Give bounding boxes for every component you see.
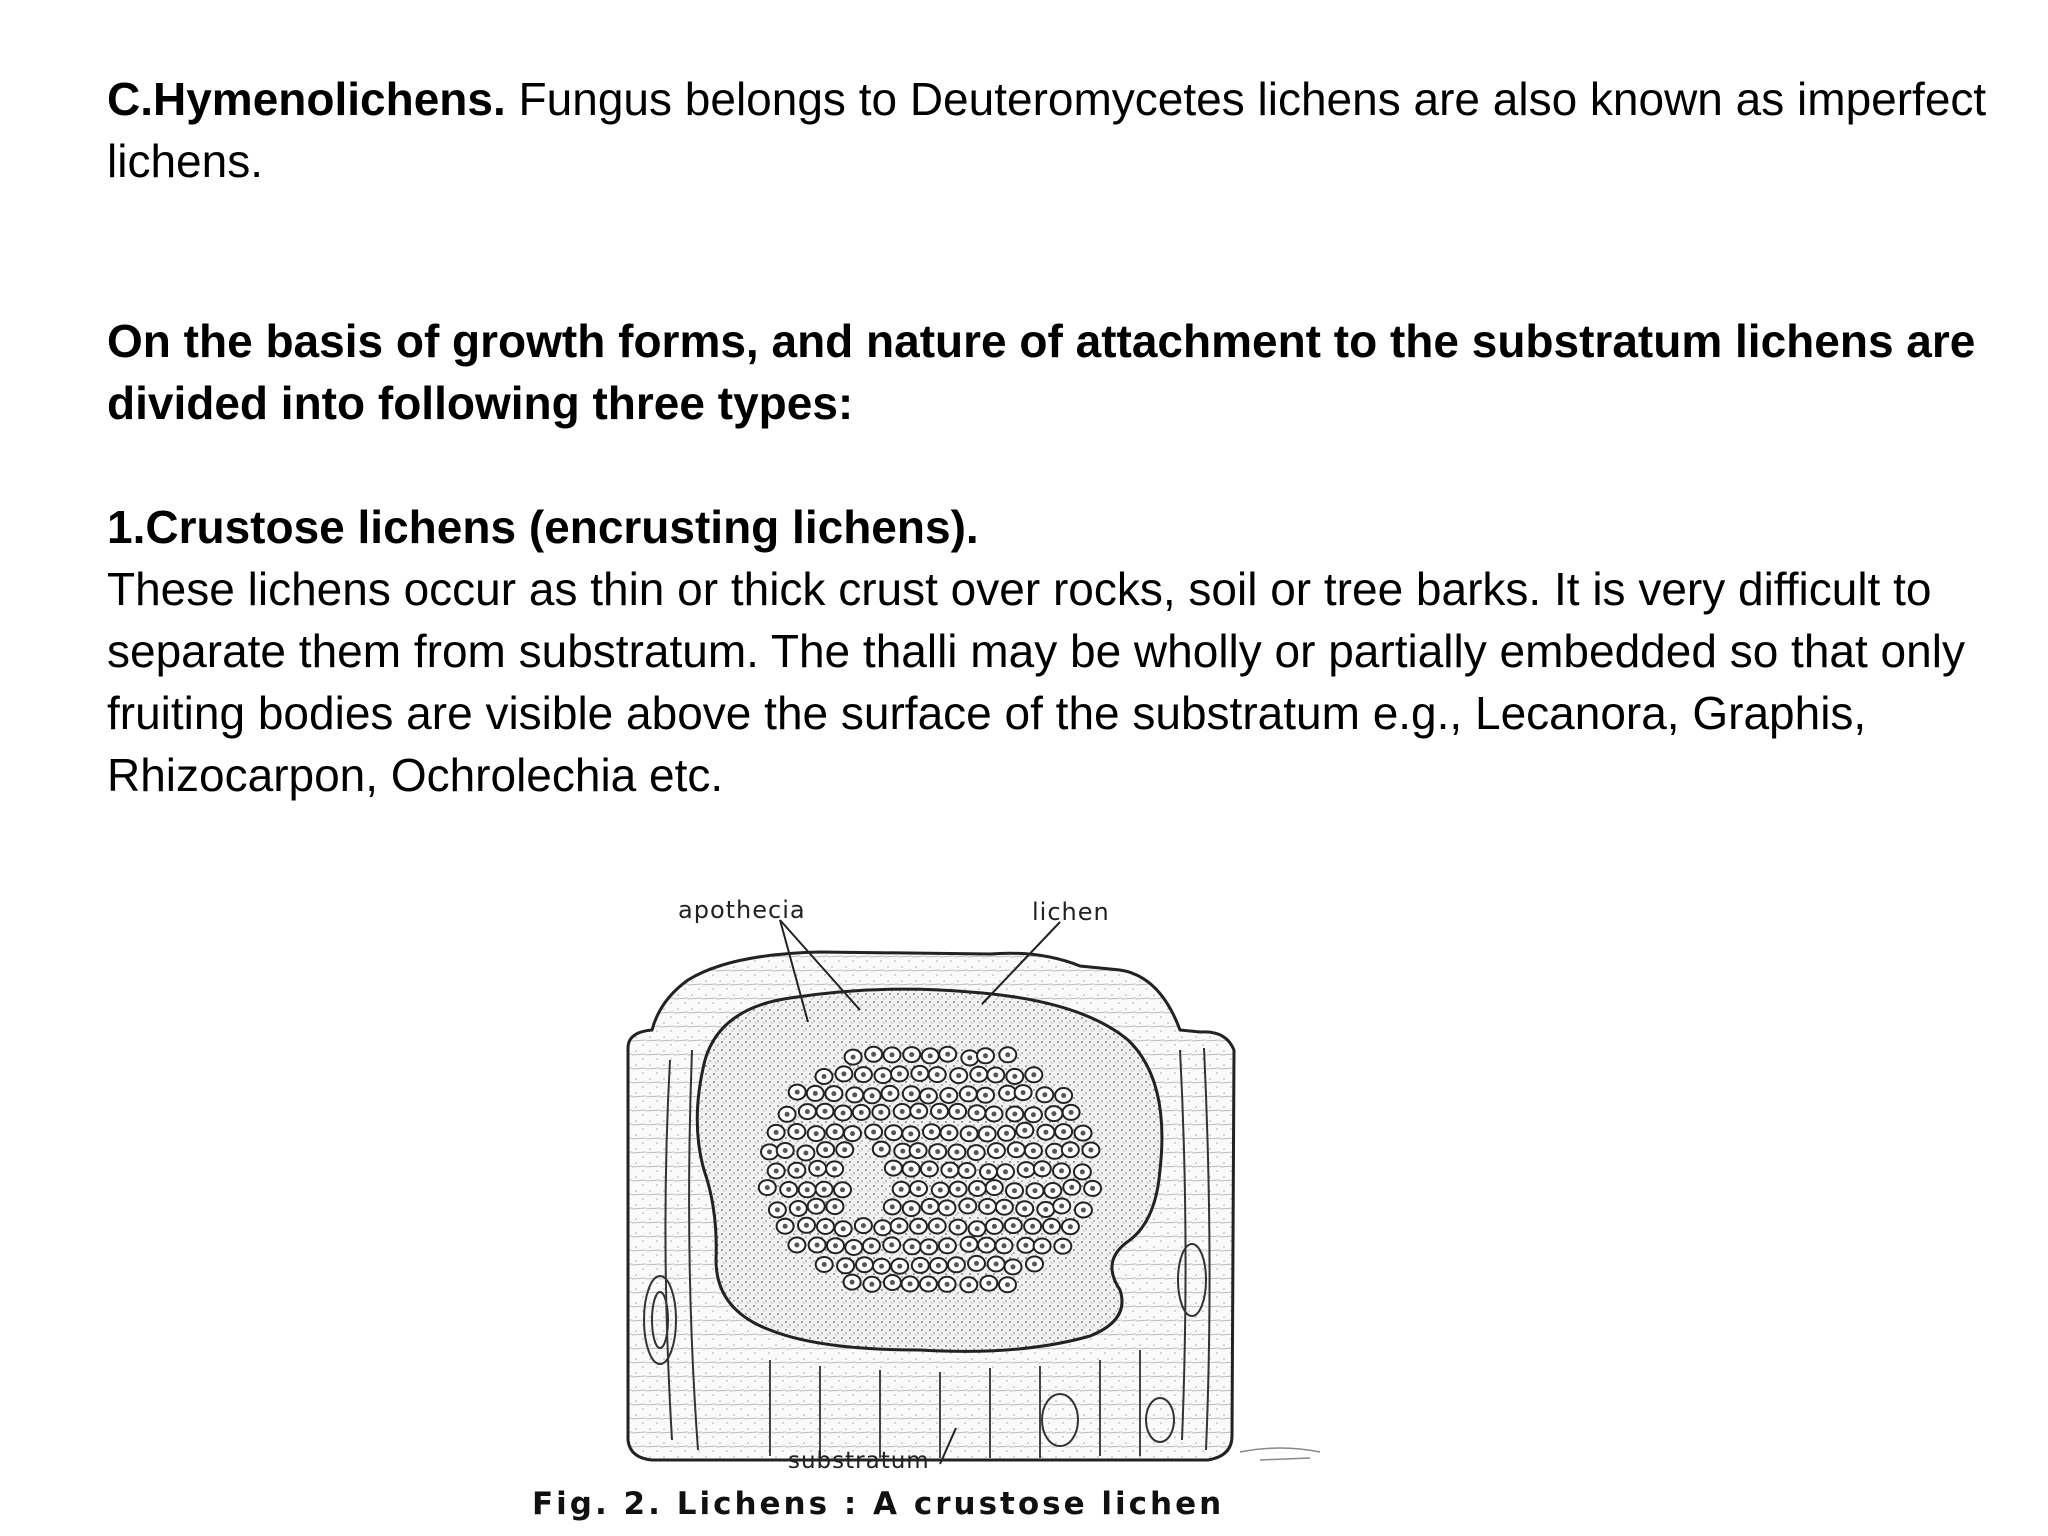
- apothecium-center: [983, 1093, 988, 1098]
- apothecium-center: [945, 1282, 950, 1287]
- apothecium-center: [993, 1073, 998, 1078]
- apothecium-center: [927, 1166, 932, 1171]
- apothecium-center: [1061, 1093, 1066, 1098]
- apothecium-center: [851, 1055, 856, 1060]
- apothecium-center: [947, 1168, 952, 1173]
- apothecium-center: [833, 1243, 838, 1248]
- apothecium-center: [897, 1264, 902, 1269]
- apothecium-center: [1043, 1207, 1048, 1212]
- apothecium-center: [1002, 1205, 1007, 1210]
- apothecium-center: [833, 1129, 838, 1134]
- apothecium-center: [1005, 1282, 1010, 1287]
- apothecium-center: [1050, 1188, 1055, 1193]
- apothecium-center: [956, 1225, 961, 1230]
- apothecium-center: [926, 1282, 931, 1287]
- apothecium-center: [879, 1264, 884, 1269]
- apothecium-center: [926, 1094, 931, 1099]
- apothecium-center: [916, 1109, 921, 1114]
- apothecium-center: [1040, 1166, 1045, 1171]
- apothecium-center: [891, 1166, 896, 1171]
- apothecium-center: [783, 1148, 788, 1153]
- apothecium-center: [1033, 1188, 1038, 1193]
- apothecium-center: [967, 1242, 972, 1247]
- apothecium-center: [1068, 1147, 1073, 1152]
- apothecium-center: [814, 1131, 819, 1136]
- apothecium-center: [881, 1073, 886, 1078]
- apothecium-center: [796, 1206, 801, 1211]
- apothecium-center: [938, 1188, 943, 1193]
- apothecium-center: [1022, 1128, 1027, 1133]
- apothecium-center: [842, 1147, 847, 1152]
- apothecium-center: [985, 1132, 990, 1137]
- apothecium-center: [956, 1187, 961, 1192]
- apothecium-center: [964, 1168, 969, 1173]
- label-lichen: lichen: [1032, 898, 1110, 926]
- apothecium-center: [831, 1091, 836, 1096]
- apothecium-center: [1021, 1090, 1026, 1095]
- apothecium-center: [823, 1109, 828, 1114]
- apothecium-center: [1069, 1110, 1074, 1115]
- apothecium-center: [1002, 1243, 1007, 1248]
- apothecium-center: [1049, 1224, 1054, 1229]
- apothecium-center: [850, 1131, 855, 1136]
- apothecium-center: [926, 1244, 931, 1249]
- apothecium-center: [975, 1186, 980, 1191]
- apothecium-center: [966, 1091, 971, 1096]
- apothecium-center: [891, 1130, 896, 1135]
- apothecium-center: [890, 1280, 895, 1285]
- apothecium-center: [775, 1207, 780, 1212]
- label-apothecia: apothecia: [678, 896, 806, 924]
- apothecium-center: [947, 1130, 952, 1135]
- apothecium-center: [1011, 1264, 1016, 1269]
- apothecium-center: [1051, 1111, 1056, 1116]
- apothecium-center: [879, 1147, 884, 1152]
- apothecium-center: [935, 1149, 940, 1154]
- apothecium-center: [928, 1053, 933, 1058]
- apothecium-center: [1068, 1224, 1073, 1229]
- apothecium-center: [815, 1166, 820, 1171]
- apothecium-center: [992, 1224, 997, 1229]
- apothecium-center: [909, 1167, 914, 1172]
- apothecium-center: [890, 1052, 895, 1057]
- apothecium-center: [994, 1148, 999, 1153]
- growth-forms-intro: On the basis of growth forms, and nature of attachment to the substratum lichens are divided into following three types:: [107, 315, 1976, 429]
- apothecium-center: [1090, 1186, 1095, 1191]
- apothecium-center: [794, 1168, 799, 1173]
- apothecium-center: [832, 1166, 837, 1171]
- apothecium-center: [1040, 1244, 1045, 1249]
- apothecium-center: [929, 1129, 934, 1134]
- apothecium-center: [937, 1109, 942, 1114]
- apothecium-center: [897, 1071, 902, 1076]
- crustose-lichen-illustration: [520, 880, 1420, 1530]
- apothecium-center: [805, 1187, 810, 1192]
- apothecium-center: [794, 1129, 799, 1134]
- apothecium-center: [966, 1282, 971, 1287]
- apothecium-center: [918, 1263, 923, 1268]
- apothecium-center: [994, 1262, 999, 1267]
- apothecium-center: [1031, 1112, 1036, 1117]
- apothecium-center: [841, 1111, 846, 1116]
- hymenolichens-text: Fungus belongs to Deuteromycetes lichens are also known as imperfect lichens.: [107, 73, 1987, 187]
- apothecium-center: [862, 1262, 867, 1267]
- apothecium-center: [897, 1224, 902, 1229]
- apothecium-center: [1059, 1168, 1064, 1173]
- apothecium-center: [871, 1052, 876, 1057]
- apothecium-center: [785, 1112, 790, 1117]
- apothecium-center: [900, 1109, 905, 1114]
- apothecium-center: [805, 1109, 810, 1114]
- apothecium-center: [992, 1185, 997, 1190]
- apothecium-center: [1088, 1148, 1093, 1153]
- apothecium-center: [1030, 1224, 1035, 1229]
- crustose-heading: 1.Crustose lichens (encrusting lichens).: [107, 501, 979, 553]
- apothecium-center: [869, 1282, 874, 1287]
- apothecium-center: [1005, 1052, 1010, 1057]
- apothecium-center: [965, 1204, 970, 1209]
- apothecium-center: [899, 1187, 904, 1192]
- apothecium-center: [1011, 1223, 1016, 1228]
- apothecium-center: [945, 1052, 950, 1057]
- apothecium-center: [1081, 1208, 1086, 1213]
- apothecium-center: [859, 1110, 864, 1115]
- apothecium-center: [822, 1187, 827, 1192]
- apothecium-center: [1069, 1185, 1074, 1190]
- apothecium-center: [945, 1205, 950, 1210]
- apothecium-center: [967, 1055, 972, 1060]
- apothecium-center: [954, 1150, 959, 1155]
- apothecium-center: [822, 1262, 827, 1267]
- apothecium-center: [1043, 1130, 1048, 1135]
- figure-caption: Fig. 2. Lichens : A crustose lichen: [532, 1486, 1225, 1522]
- apothecium-center: [832, 1204, 837, 1209]
- apothecium-center: [916, 1186, 921, 1191]
- apothecium-center: [823, 1147, 828, 1152]
- apothecium-center: [976, 1072, 981, 1077]
- apothecium-center: [813, 1091, 818, 1096]
- apothecium-center: [822, 1074, 827, 1079]
- apothecium-center: [850, 1280, 855, 1285]
- apothecium-center: [908, 1131, 913, 1136]
- apothecium-center: [986, 1169, 991, 1174]
- apothecium-center: [935, 1072, 940, 1077]
- apothecium-center: [984, 1243, 989, 1248]
- apothecium-center: [900, 1149, 905, 1154]
- apothecium-center: [880, 1225, 885, 1230]
- apothecium-center: [851, 1245, 856, 1250]
- apothecium-center: [890, 1204, 895, 1209]
- apothecium-center: [1005, 1091, 1010, 1096]
- apothecium-center: [823, 1224, 828, 1229]
- apothecium-center: [783, 1224, 788, 1229]
- apothecium-center: [1012, 1188, 1017, 1193]
- apothecium-center: [1022, 1206, 1027, 1211]
- apothecium-center: [869, 1244, 874, 1249]
- apothecium-center: [985, 1204, 990, 1209]
- apothecium-center: [1032, 1262, 1037, 1267]
- apothecium-center: [767, 1149, 772, 1154]
- apothecium-center: [909, 1091, 914, 1096]
- apothecium-center: [774, 1130, 779, 1135]
- apothecium-center: [1061, 1129, 1066, 1134]
- apothecium-center: [861, 1072, 866, 1077]
- apothecium-center: [910, 1244, 915, 1249]
- apothecium-center: [870, 1093, 875, 1098]
- apothecium-center: [804, 1223, 809, 1228]
- apothecium-center: [1014, 1147, 1019, 1152]
- apothecium-center: [1031, 1072, 1036, 1077]
- apothecium-center: [1052, 1149, 1057, 1154]
- apothecium-center: [917, 1071, 922, 1076]
- apothecium-center: [889, 1242, 894, 1247]
- apothecium-center: [936, 1263, 941, 1268]
- apothecium-center: [878, 1110, 883, 1115]
- apothecium-center: [974, 1261, 979, 1266]
- apothecium-center: [1031, 1148, 1036, 1153]
- apothecium-center: [954, 1262, 959, 1267]
- apothecium-center: [974, 1150, 979, 1155]
- apothecium-center: [928, 1204, 933, 1209]
- apothecium-center: [974, 1110, 979, 1115]
- apothecium-center: [1080, 1169, 1085, 1174]
- apothecium-center: [1081, 1131, 1086, 1136]
- apothecium-center: [946, 1093, 951, 1098]
- apothecium-center: [841, 1071, 846, 1076]
- apothecium-center: [840, 1187, 845, 1192]
- apothecium-center: [909, 1052, 914, 1057]
- apothecium-center: [1024, 1167, 1029, 1172]
- apothecium-center: [975, 1226, 980, 1231]
- apothecium-center: [986, 1281, 991, 1286]
- hymenolichens-paragraph: [107, 68, 2007, 192]
- apothecium-center: [983, 1053, 988, 1058]
- crustose-lichen-figure: [520, 880, 1420, 1530]
- apothecium-center: [861, 1223, 866, 1228]
- apothecium-center: [765, 1185, 770, 1190]
- apothecium-center: [945, 1243, 950, 1248]
- apothecium-center: [955, 1109, 960, 1114]
- apothecium-center: [1059, 1204, 1064, 1209]
- apothecium-center: [908, 1281, 913, 1286]
- apothecium-center: [815, 1243, 820, 1248]
- apothecium-center: [1004, 1131, 1009, 1136]
- apothecium-center: [814, 1204, 819, 1209]
- apothecium-center: [841, 1226, 846, 1231]
- apothecium-center: [843, 1263, 848, 1268]
- apothecium-center: [909, 1206, 914, 1211]
- apothecium-center: [1023, 1243, 1028, 1248]
- apothecium-center: [916, 1224, 921, 1229]
- label-substratum: substratum: [788, 1448, 930, 1474]
- apothecium-center: [1060, 1244, 1065, 1249]
- apothecium-center: [774, 1169, 779, 1174]
- apothecium-center: [803, 1151, 808, 1156]
- apothecium-center: [967, 1131, 972, 1136]
- crustose-description: These lichens occur as thin or thick crust over rocks, soil or tree barks. It is very difficult to separate them from substratum. The thalli may be wholly or partially embedded so that only fruiting bodies are visible above the surface of the substratum e.g., Lecanora, Graphis, Rhizocarpon, Ochrolechia etc.: [107, 563, 1965, 801]
- apothecium-center: [1012, 1074, 1017, 1079]
- apothecium-center: [1012, 1112, 1017, 1117]
- apothecium-center: [1042, 1092, 1047, 1097]
- apothecium-center: [786, 1187, 791, 1192]
- apothecium-center: [852, 1092, 857, 1097]
- apothecium-center: [956, 1073, 961, 1078]
- apothecium-center: [871, 1130, 876, 1135]
- apothecium-center: [992, 1112, 997, 1117]
- apothecium-center: [888, 1091, 893, 1096]
- apothecium-center: [1003, 1169, 1008, 1174]
- hymenolichens-title: C.Hymenolichens.: [107, 73, 506, 125]
- apothecium-center: [795, 1090, 800, 1095]
- apothecium-center: [794, 1243, 799, 1248]
- apothecium-center: [916, 1148, 921, 1153]
- apothecium-center: [935, 1224, 940, 1229]
